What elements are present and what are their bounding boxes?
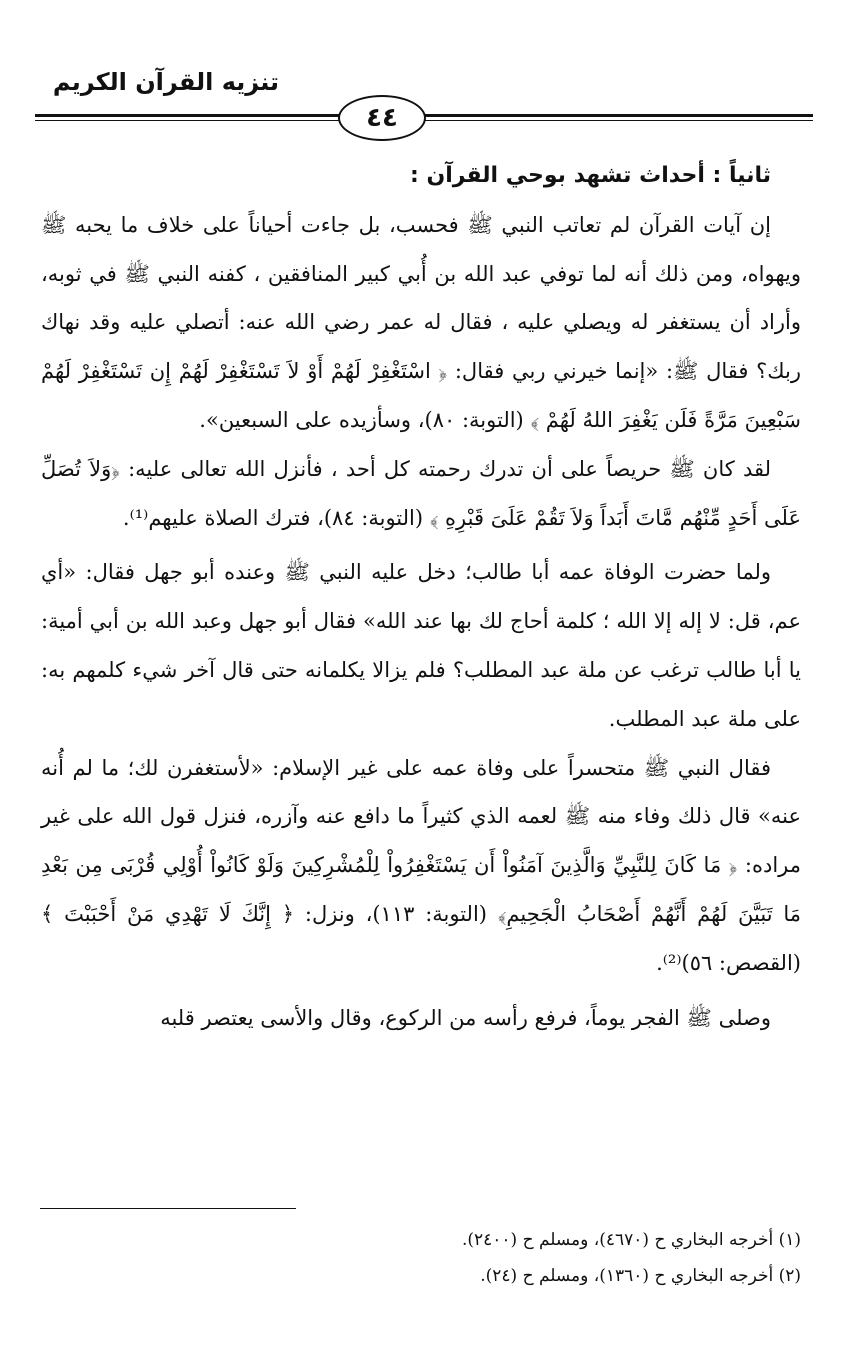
paragraph-4: فقال النبي ﷺ متحسراً على وفاة عمه على غير الإسلام: «لأستغفرن لك؛ ما لم أُنه عنه» قال ذلك وفاء منه ﷺ لعمه الذي كثيراً ما دافع عنه وآزره، فنزل قول الله على غير مراده: ﴿ مَا كَانَ لِلنَّبِيِّ وَالَّذِينَ آمَنُواْ أَن يَسْتَغْفِرُواْ لِلْمُشْرِكِينَ وَلَوْ كَانُواْ أُوْلِي قُرْبَى مِن بَعْدِ مَا تَبَيَّنَ لَهُمْ أَنَّهُمْ أَصْحَابُ الْجَحِيمِ﴾ (التوبة: ١١٣)، ونزل: ﴿ إِنَّكَ لَا تَهْدِي مَنْ أَحْبَبْتَ ﴾ (القصص: ٥٦)⁽²⁾. xyxy=(41,755,801,975)
running-title: تنزيه القرآن الكريم xyxy=(52,68,279,96)
paragraph-3: ولما حضرت الوفاة عمه أبا طالب؛ دخل عليه النبي ﷺ وعنده أبو جهل فقال: «أي عم، قل: لا إله إلا الله ؛ كلمة أحاج لك بها عند الله» فقال أبو جهل وعبد الله بن أبي أمية: يا أبا طالب ترغب عن ملة عبد المطلب؟ فلم يزالا يكلمانه حتى قال آخر شيء كلمهم به: على ملة عبد المطلب. xyxy=(41,560,801,731)
footnote-2: (٢) أخرجه البخاري ح (١٣٦٠)، ومسلم ح (٢٤). xyxy=(480,1266,801,1286)
paragraph-1: إن آيات القرآن لم تعاتب النبي ﷺ فحسب، بل جاءت أحياناً على خلاف ما يحبه ﷺ ويهواه، ومن ذلك أنه لما توفي عبد الله بن أُبي كبير المنافقين ، كفنه النبي ﷺ في ثوبه، وأراد أن يستغفر له ويصلي عليه ، فقال له عمر رضي الله عنه: أتصلي عليه وقد نهاك ربك؟ فقال ﷺ: «إنما خيرني ربي فقال: ﴿ اسْتَغْفِرْ لَهُمْ أَوْ لاَ تَسْتَغْفِرْ لَهُمْ إِن تَسْتَغْفِرْ لَهُمْ سَبْعِينَ مَرَّةً فَلَن يَغْفِرَ اللهُ لَهُمْ ﴾ (التوبة: ٨٠)، وسأزيده على السبعين». xyxy=(41,212,801,432)
body-text xyxy=(41,152,801,1042)
footnote-1: (١) أخرجه البخاري ح (٤٦٧٠)، ومسلم ح (٢٤٠٠). xyxy=(461,1230,801,1250)
paragraph-2: لقد كان ﷺ حريصاً على أن تدرك رحمته كل أحد ، فأنزل الله تعالى عليه: ﴿وَلاَ تُصَلِّ عَلَى أَحَدٍ مِّنْهُم مَّاتَ أَبَداً وَلاَ تَقُمْ عَلَىَ قَبْرِهِ ﴾ (التوبة: ٨٤)، فترك الصلاة عليهم⁽¹⁾. xyxy=(41,456,801,530)
footnote-rule xyxy=(40,1208,296,1209)
paragraph-5: وصلى ﷺ الفجر يوماً، فرفع رأسه من الركوع، وقال والأسى يعتصر قلبه xyxy=(160,1005,771,1030)
footnotes xyxy=(41,1222,801,1294)
section-heading: ثانياً : أحداث تشهد بوحي القرآن : xyxy=(409,163,771,188)
page-number: ٤٤ xyxy=(338,95,426,141)
